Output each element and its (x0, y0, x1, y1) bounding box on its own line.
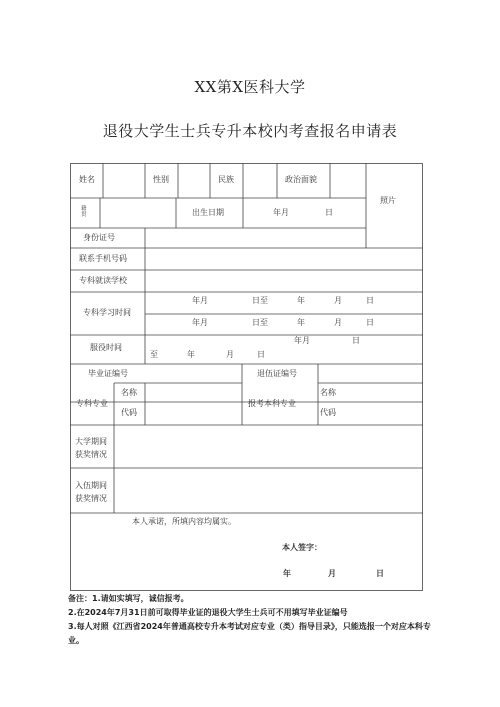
birthdate-field[interactable] (243, 198, 366, 228)
target-code-label: 代码 (320, 408, 336, 417)
service-line1-ym: 年月 (294, 336, 310, 345)
study-row1-ym: 年月 (192, 296, 208, 305)
service-line1-day: 日 (352, 336, 360, 345)
major-label: 专科专业 (76, 399, 108, 408)
note-line-1: 备注：1.请如实填写，诚信报考。 (68, 594, 189, 603)
study-row2-ym: 年月 (192, 318, 208, 327)
name-label: 姓名 (79, 175, 95, 184)
discharge-cert-field[interactable] (318, 364, 423, 383)
sign-year: 年 (283, 569, 291, 578)
birth-year-month: 年月 (273, 208, 289, 217)
major-name-label: 名称 (121, 388, 137, 397)
study-row2-month: 月 (334, 318, 342, 327)
gender-label: 性别 (153, 175, 169, 184)
study-row2-day-to: 日至 (252, 318, 268, 327)
study-time-label: 专科学习时间 (83, 308, 131, 317)
birth-day: 日 (325, 208, 333, 217)
signature-field[interactable] (325, 537, 415, 555)
service-time-label: 服役时间 (90, 343, 122, 352)
service-awards-label-line2: 获奖情况 (75, 494, 107, 503)
photo-label: 照片 (380, 196, 396, 205)
service-line2-year: 年 (187, 350, 195, 359)
note-line-2: 2.在2024年7月31日前可取得毕业证的退役大学生士兵可不用填写毕业证编号 (68, 608, 348, 617)
sign-day: 日 (376, 569, 384, 578)
pledge-text: 本人承诺，所填内容均属实。 (132, 517, 236, 526)
sign-month: 月 (328, 569, 336, 578)
political-status-field[interactable] (330, 163, 366, 198)
target-code-field[interactable] (350, 402, 423, 425)
study-row2-year: 年 (297, 318, 305, 327)
political-status-label: 政治面貌 (285, 175, 317, 184)
graduation-cert-label: 毕业证编号 (88, 369, 128, 378)
target-name-label: 名称 (320, 388, 336, 397)
note-line-3: 3.每人对照《江西省2024年普通高校专升本考试对应专业（类）指导目录》，只能选报一个对应本科专业。 (68, 622, 431, 645)
service-awards-field[interactable] (114, 468, 423, 513)
college-awards-label-line2: 获奖情况 (75, 450, 107, 459)
service-line2-to: 至 (150, 350, 158, 359)
college-label: 专科就读学校 (79, 276, 127, 285)
ethnicity-field[interactable] (243, 163, 277, 198)
discharge-cert-label: 退伍证编号 (257, 369, 297, 378)
signature-label: 本人签字： (282, 543, 322, 552)
study-row1-month: 月 (334, 296, 342, 305)
study-row2-day: 日 (366, 318, 374, 327)
study-row1-day: 日 (366, 296, 374, 305)
target-major-label: 报考本科专业 (248, 399, 296, 408)
service-line2-day: 日 (257, 350, 265, 359)
application-form-table (70, 163, 423, 591)
hometown-label: 籍贯 (81, 206, 87, 218)
major-code-field[interactable] (145, 402, 242, 425)
college-awards-label-line1: 大学期间 (75, 437, 107, 446)
service-awards-label-line1: 入伍期间 (75, 481, 107, 490)
study-row1-day-to: 日至 (252, 296, 268, 305)
photo-box[interactable] (366, 163, 423, 248)
target-name-field[interactable] (350, 383, 423, 402)
major-name-field[interactable] (145, 383, 242, 402)
notes-section (68, 592, 438, 648)
gender-field[interactable] (178, 163, 210, 198)
graduation-cert-field[interactable] (145, 364, 242, 383)
birthdate-label: 出生日期 (192, 208, 224, 217)
phone-field[interactable] (145, 248, 423, 270)
major-code-label: 代码 (121, 408, 137, 417)
id-number-label: 身份证号 (83, 233, 115, 242)
college-field[interactable] (145, 270, 423, 292)
study-row1-year: 年 (297, 296, 305, 305)
form-title: 退役大学生士兵专升本校内考查报名申请表 (102, 122, 398, 140)
service-line2-month: 月 (226, 350, 234, 359)
ethnicity-label: 民族 (218, 175, 234, 184)
university-title: XX第X医科大学 (194, 78, 306, 96)
phone-label: 联系手机号码 (79, 254, 127, 263)
id-number-field[interactable] (145, 228, 366, 248)
name-field[interactable] (103, 163, 145, 198)
college-awards-field[interactable] (114, 425, 423, 468)
hometown-field[interactable] (100, 198, 176, 228)
